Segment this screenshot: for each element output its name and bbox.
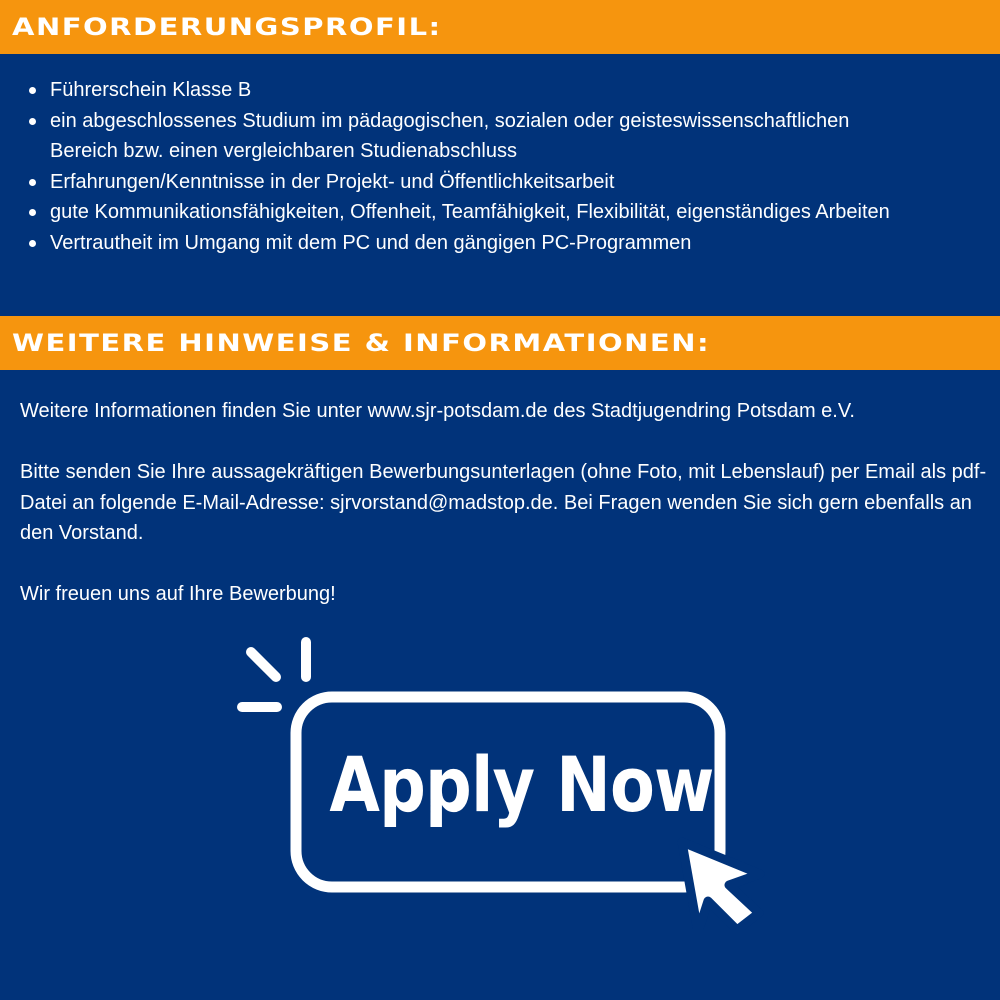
apply-now-button[interactable]: Apply Now xyxy=(329,740,714,829)
list-item: gute Kommunikationsfähigkeiten, Offenheit, Teamfähigkeit, Flexibilität, eigenständiges Arbeiten xyxy=(50,197,950,228)
click-spark-icon xyxy=(251,652,276,677)
info-paragraph-application: Bitte senden Sie Ihre aussagekräftigen Bewerbungsunterlagen (ohne Foto, mit Lebenslauf) per Email als pdf-Datei an folgende E-Mail-Adresse: sjrvorstand@madstop.de. Bei Fragen wenden Sie sich gern ebenfalls an den Vorstand. xyxy=(20,461,987,544)
list-item: Vertrautheit im Umgang mit dem PC und den gängigen PC-Programmen xyxy=(50,228,950,259)
info-paragraph-website: Weitere Informationen finden Sie unter www.sjr-potsdam.de des Stadtjugendring Potsdam e.V. xyxy=(20,400,855,422)
info-title: WEITERE HINWEISE & INFORMATIONEN: xyxy=(12,329,711,357)
list-item: Führerschein Klasse B xyxy=(50,75,950,106)
list-item: ein abgeschlossenes Studium im pädagogischen, sozialen oder geisteswissenschaftlichen Bereich bzw. einen vergleichbaren Studienabschluss xyxy=(50,106,950,167)
requirements-list xyxy=(0,75,950,258)
info-paragraph-closing: Wir freuen uns auf Ihre Bewerbung! xyxy=(20,583,336,605)
cursor-arrow-icon xyxy=(682,842,760,930)
info-text xyxy=(20,396,995,640)
info-banner xyxy=(0,316,1000,370)
requirements-banner xyxy=(0,0,1000,54)
list-item: Erfahrungen/Kenntnisse in der Projekt- und Öffentlichkeitsarbeit xyxy=(50,167,950,198)
requirements-title: ANFORDERUNGSPROFIL: xyxy=(12,13,442,41)
